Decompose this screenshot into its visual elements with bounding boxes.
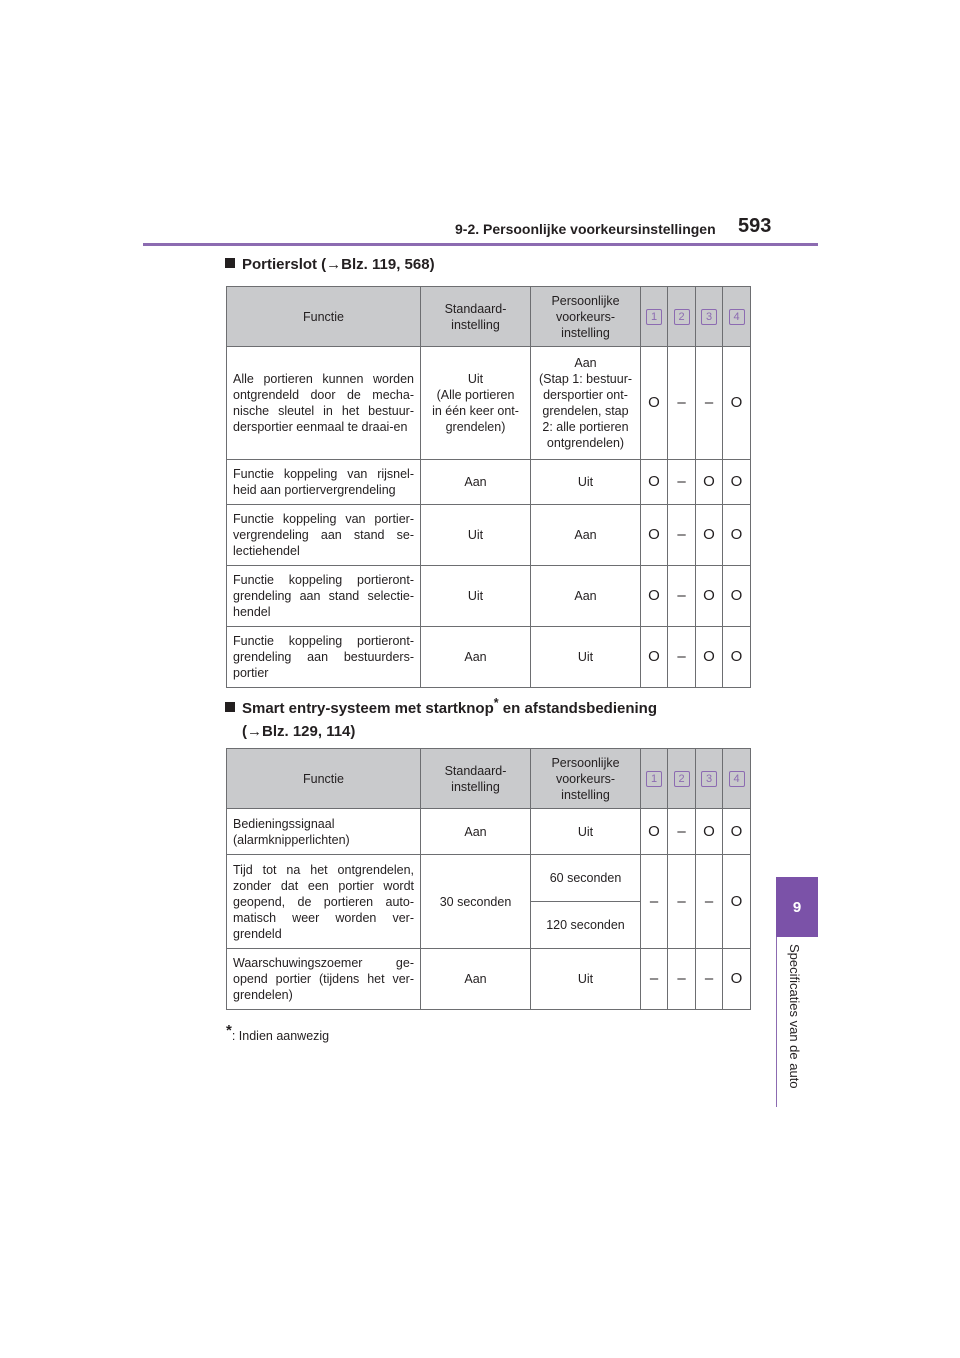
cell-functie: Waarschuwingszoemer ge-opend portier (tijdens het ver-grendelen) — [227, 949, 421, 1010]
cell-persoonlijk: Uit — [531, 460, 641, 505]
cell-functie: Functie koppeling van portier-vergrendeling aan stand se-lectiehendel — [227, 505, 421, 566]
table-row — [227, 949, 751, 1010]
section-title-portierslot — [225, 256, 435, 273]
table-row — [227, 855, 751, 902]
cell-c4: O — [723, 949, 751, 1010]
cell-c1: O — [641, 627, 668, 688]
cell-c1: O — [641, 505, 668, 566]
number-4-icon: 4 — [729, 771, 745, 787]
footnote-star: * — [226, 1022, 232, 1039]
cell-c4: O — [723, 627, 751, 688]
cell-persoonlijk: Uit — [531, 627, 641, 688]
cell-functie: Alle portieren kunnen worden ontgrendeld door de mecha-nische sleutel in het bestuur-dersportier eenmaal te draai-en — [227, 347, 421, 460]
cell-c1: O — [641, 460, 668, 505]
square-bullet-icon — [225, 258, 235, 268]
cell-functie: Functie koppeling portieront-grendeling aan bestuurders-portier — [227, 627, 421, 688]
section-title-reference: (→Blz. 129, 114) — [242, 723, 356, 740]
col-header-functie: Functie — [227, 749, 421, 809]
number-4-icon: 4 — [729, 309, 745, 325]
cell-c3: O — [696, 809, 723, 855]
footnote — [226, 1022, 329, 1043]
col-header-4 — [723, 749, 751, 809]
cell-c2: – — [668, 949, 696, 1010]
cell-c2: – — [668, 855, 696, 949]
chapter-side-label: Specificaties van de auto — [787, 944, 802, 1089]
cell-standaard: Uit (Alle portieren in één keer ont- grendelen) — [421, 347, 531, 460]
cell-c2: – — [668, 460, 696, 505]
footnote-text: : Indien aanwezig — [231, 1029, 330, 1044]
cell-c3: – — [696, 855, 723, 949]
cell-standaard: Uit — [421, 566, 531, 627]
cell-standaard: Aan — [421, 809, 531, 855]
cell-persoonlijk: Aan — [531, 566, 641, 627]
cell-functie: Functie koppeling portieront-grendeling aan stand selectie-hendel — [227, 566, 421, 627]
col-header-persoonlijk: Persoonlijke voorkeurs- instelling — [531, 749, 641, 809]
cell-c1: O — [641, 566, 668, 627]
section-title-text-rest: en afstandsbediening — [498, 700, 657, 717]
cell-c4: O — [723, 809, 751, 855]
cell-c3: – — [696, 347, 723, 460]
cell-standaard: Aan — [421, 460, 531, 505]
col-header-standaard: Standaard- instelling — [421, 749, 531, 809]
col-header-standaard: Standaard- instelling — [421, 287, 531, 347]
cell-persoonlijk: Uit — [531, 949, 641, 1010]
table-smart-entry — [226, 748, 751, 1010]
cell-c4: O — [723, 566, 751, 627]
cell-standaard: 30 seconden — [421, 855, 531, 949]
cell-c1: O — [641, 347, 668, 460]
cell-standaard: Uit — [421, 505, 531, 566]
number-3-icon: 3 — [701, 309, 717, 325]
table-header-row — [227, 287, 751, 347]
cell-persoonlijk-a: 60 seconden — [531, 855, 641, 902]
section-title-text: Portierslot (→Blz. 119, 568) — [242, 256, 435, 273]
cell-c4: O — [723, 505, 751, 566]
number-1-icon: 1 — [646, 771, 662, 787]
cell-persoonlijk-b: 120 seconden — [531, 902, 641, 949]
number-3-icon: 3 — [701, 771, 717, 787]
cell-c1: – — [641, 949, 668, 1010]
cell-c4: O — [723, 460, 751, 505]
table-portierslot — [226, 286, 751, 688]
cell-c4: O — [723, 347, 751, 460]
square-bullet-icon — [225, 702, 235, 712]
table-row — [227, 627, 751, 688]
col-header-3 — [696, 749, 723, 809]
cell-c2: – — [668, 505, 696, 566]
section-title-text: Smart entry-systeem met startknop — [242, 700, 494, 717]
cell-c4: O — [723, 855, 751, 949]
number-2-icon: 2 — [674, 309, 690, 325]
section-title-smart-entry — [225, 696, 657, 740]
cell-c2: – — [668, 347, 696, 460]
col-header-functie: Functie — [227, 287, 421, 347]
header-divider — [143, 243, 818, 246]
cell-c3: O — [696, 505, 723, 566]
footnote-star: * — [493, 696, 499, 710]
cell-persoonlijk: Uit — [531, 809, 641, 855]
cell-functie: Functie koppeling van rijsnel-heid aan portiervergrendeling — [227, 460, 421, 505]
page-number: 593 — [738, 215, 772, 237]
number-1-icon: 1 — [646, 309, 662, 325]
col-header-2 — [668, 287, 696, 347]
table-header-row — [227, 749, 751, 809]
cell-c2: – — [668, 627, 696, 688]
cell-persoonlijk: Aan — [531, 505, 641, 566]
cell-c3: O — [696, 566, 723, 627]
number-2-icon: 2 — [674, 771, 690, 787]
cell-c3: O — [696, 627, 723, 688]
table-row — [227, 809, 751, 855]
cell-persoonlijk: Aan (Stap 1: bestuur- dersportier ont- grendelen, stap 2: alle portieren ontgrendelen) — [531, 347, 641, 460]
running-header-title: 9-2. Persoonlijke voorkeursinstellingen — [455, 221, 716, 237]
col-header-4 — [723, 287, 751, 347]
cell-standaard: Aan — [421, 627, 531, 688]
col-header-1 — [641, 749, 668, 809]
col-header-1 — [641, 287, 668, 347]
cell-c2: – — [668, 566, 696, 627]
col-header-2 — [668, 749, 696, 809]
cell-c2: – — [668, 809, 696, 855]
col-header-persoonlijk: Persoonlijke voorkeurs- instelling — [531, 287, 641, 347]
col-header-3 — [696, 287, 723, 347]
table-row — [227, 505, 751, 566]
cell-functie: Tijd tot na het ontgrendelen, zonder dat een portier wordt geopend, de portieren auto-matisch weer worden ver-grendeld — [227, 855, 421, 949]
table-row — [227, 347, 751, 460]
chapter-tab: 9 — [776, 877, 818, 937]
tab-divider — [776, 937, 777, 1107]
table-row — [227, 566, 751, 627]
cell-c1: – — [641, 855, 668, 949]
cell-c3: – — [696, 949, 723, 1010]
table-row — [227, 460, 751, 505]
cell-c1: O — [641, 809, 668, 855]
cell-functie: Bedieningssignaal (alarmknipperlichten) — [227, 809, 421, 855]
cell-c3: O — [696, 460, 723, 505]
cell-standaard: Aan — [421, 949, 531, 1010]
